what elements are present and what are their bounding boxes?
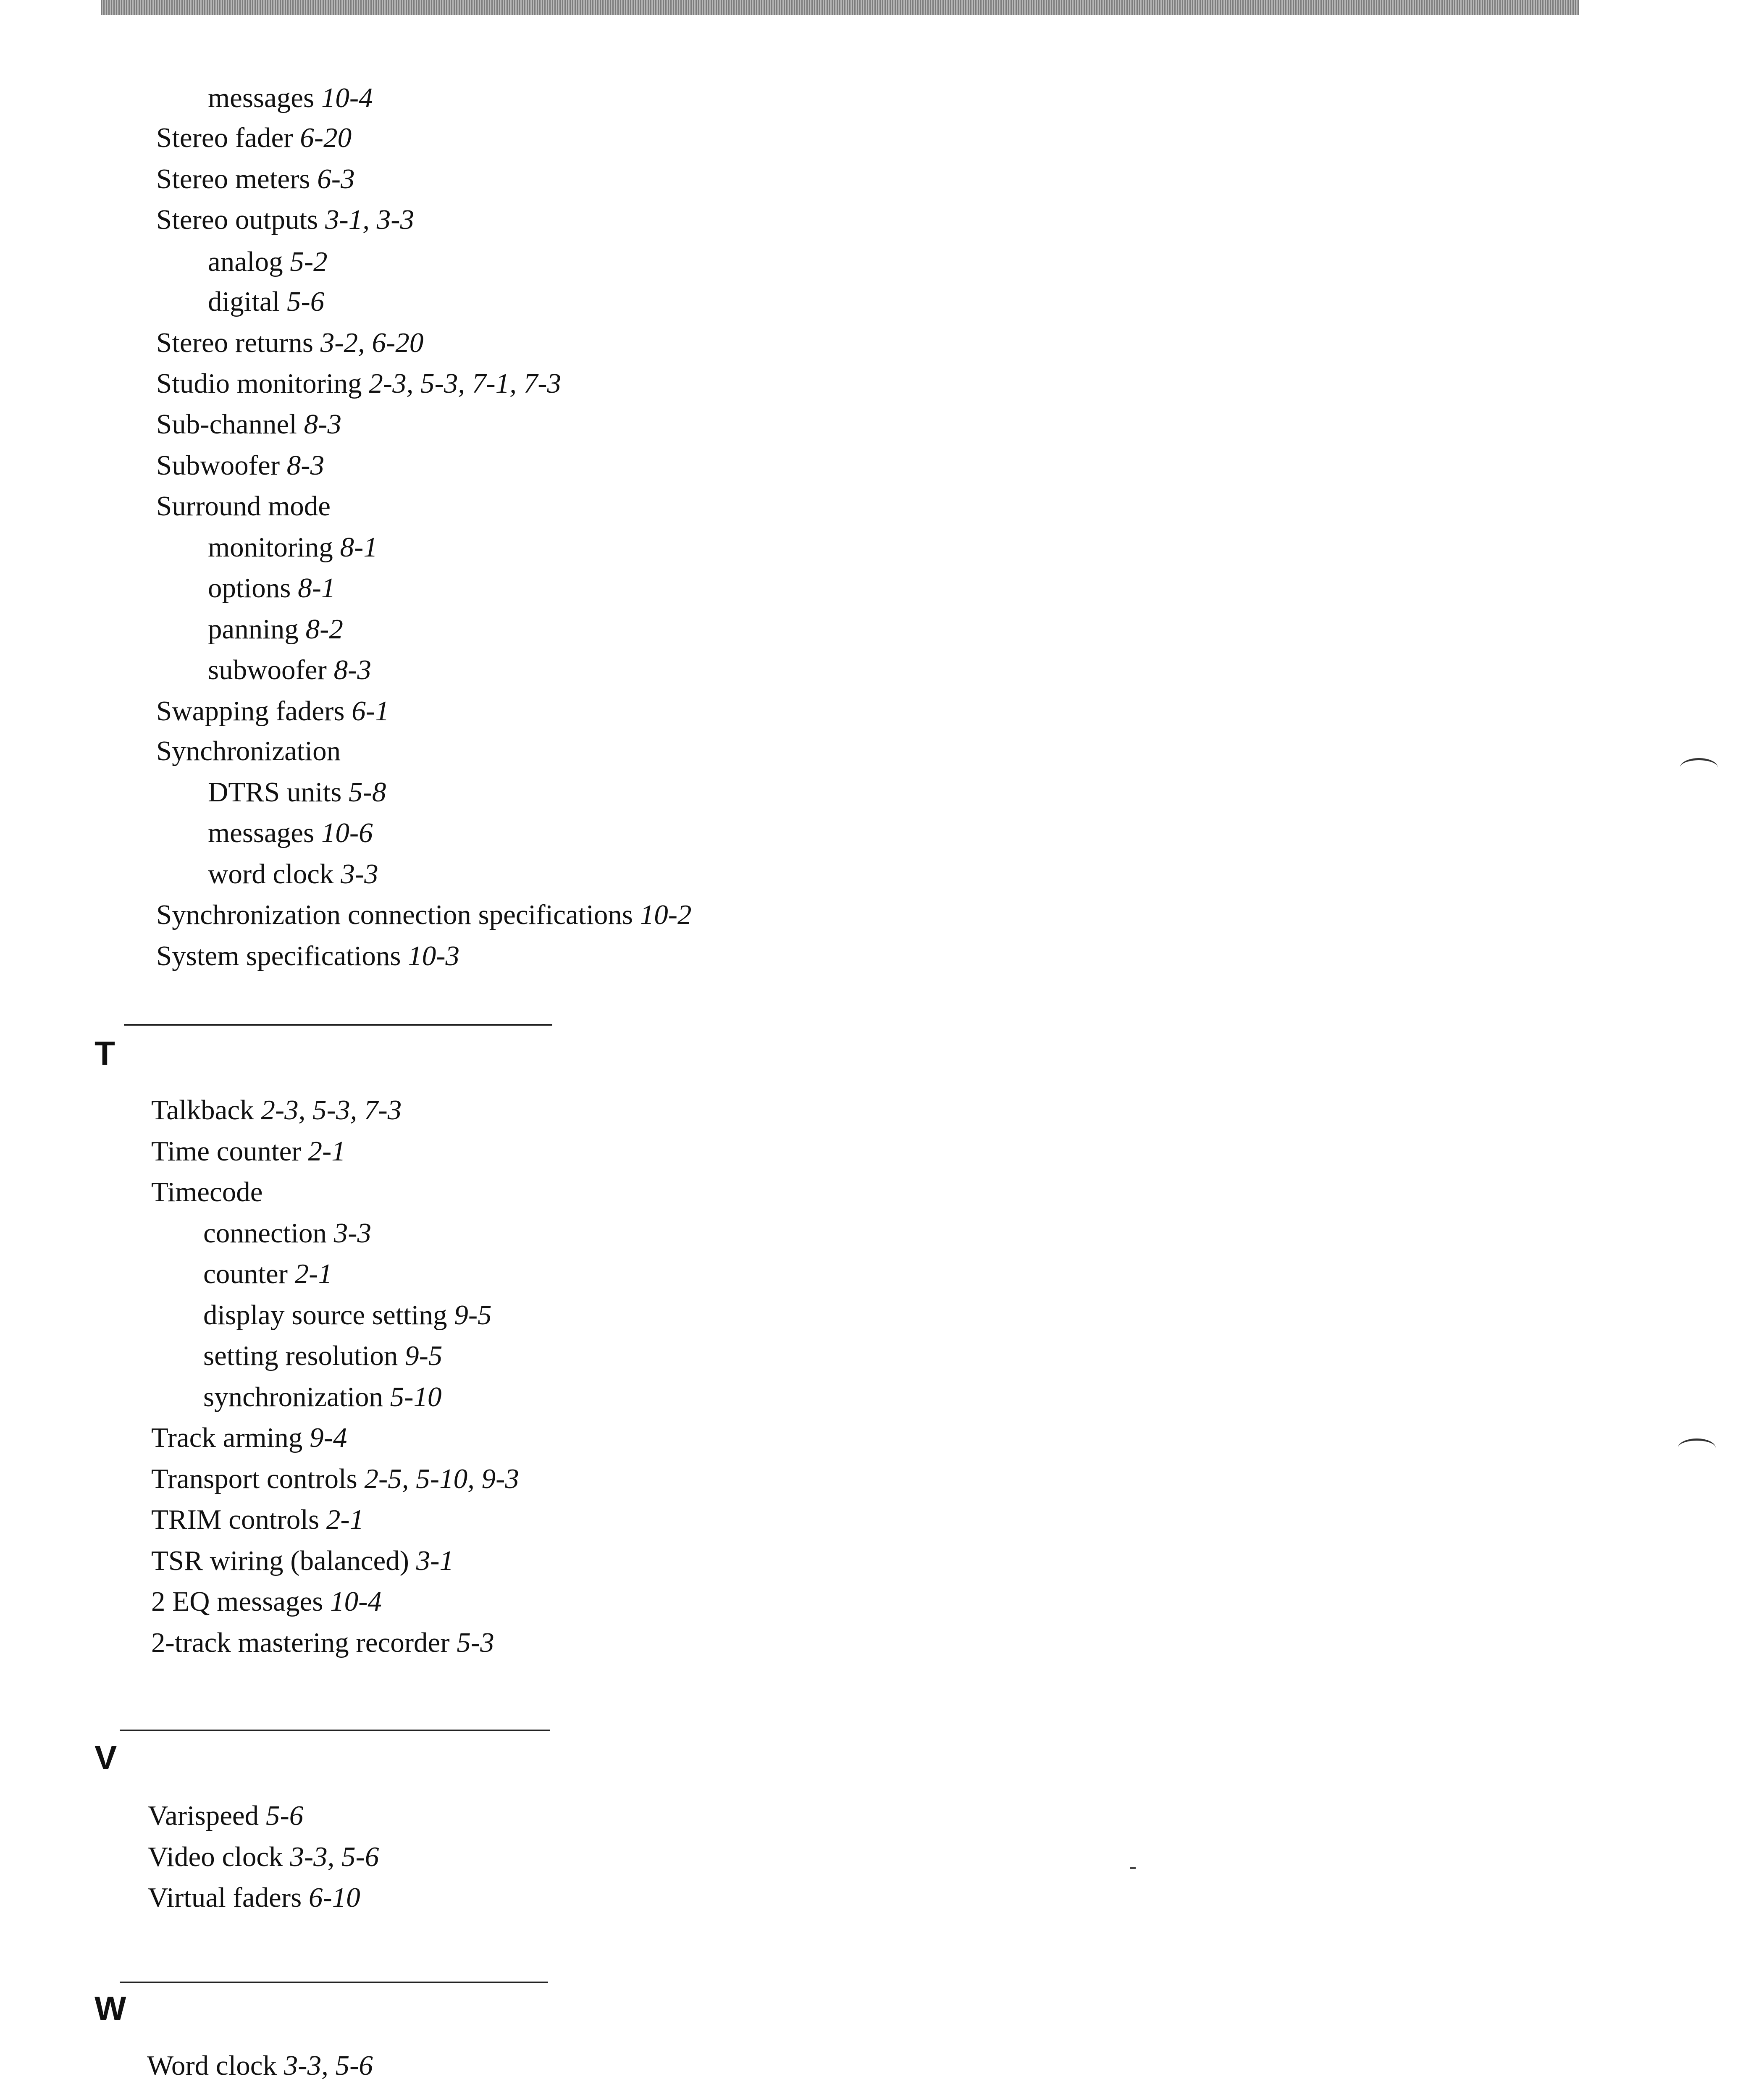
- page-references: 10-4: [330, 1586, 382, 1617]
- index-term: Word clock: [147, 2050, 277, 2081]
- page-references: 8-2: [305, 614, 343, 645]
- page-references: 2-1: [294, 1258, 332, 1289]
- index-subentry: [203, 1219, 371, 1247]
- index-term: Track arming: [151, 1422, 303, 1453]
- index-subentry: [208, 288, 324, 316]
- index-entry: [151, 1547, 454, 1575]
- page-references: 3-3: [333, 1218, 372, 1249]
- index-term: Talkback: [151, 1095, 254, 1126]
- index-entry: [156, 329, 423, 357]
- index-subentry: [208, 860, 378, 888]
- page-references: 9-4: [310, 1422, 347, 1453]
- page-references: 3-1, 3-3: [325, 204, 415, 235]
- index-subentry: [208, 84, 373, 112]
- index-subentry: [203, 1383, 442, 1411]
- index-entry: [148, 1802, 303, 1830]
- page-references: 2-1: [308, 1136, 346, 1167]
- index-entry: [151, 1096, 402, 1124]
- page-references: 10-2: [640, 899, 692, 930]
- index-term: Video clock: [148, 1841, 283, 1872]
- index-entry: [156, 452, 324, 480]
- index-term: panning: [208, 614, 299, 645]
- page-references: 3-3: [341, 858, 378, 890]
- index-term: Timecode: [151, 1176, 263, 1208]
- index-entry: [147, 2052, 373, 2080]
- page-references: 3-1: [416, 1545, 454, 1576]
- index-entry: [148, 1884, 360, 1912]
- section-letter: T: [94, 1034, 115, 1072]
- page-references: 9-5: [454, 1299, 492, 1331]
- index-entry: [156, 124, 352, 152]
- index-entry: [156, 410, 341, 438]
- page-references: 8-1: [298, 572, 336, 604]
- index-term: TRIM controls: [151, 1504, 320, 1535]
- page-references: 2-3, 5-3, 7-1, 7-3: [369, 368, 562, 399]
- index-subentry: [208, 615, 343, 643]
- index-entry: [151, 1629, 494, 1657]
- page-references: 6-1: [352, 696, 389, 727]
- index-subentry: [203, 1260, 332, 1288]
- index-term: Transport controls: [151, 1463, 357, 1494]
- index-term: analog: [208, 246, 283, 277]
- index-subentry: [208, 248, 328, 276]
- page-references: 8-3: [304, 409, 341, 440]
- page-references: 8-3: [333, 654, 371, 685]
- index-entry: [156, 697, 389, 725]
- scan-artifact-mark: [1678, 1438, 1716, 1457]
- index-subentry: [208, 574, 335, 602]
- page-references: 6-20: [300, 122, 352, 153]
- index-term: Stereo returns: [156, 327, 313, 358]
- index-term: display source setting: [203, 1299, 447, 1331]
- index-term: 2-track mastering recorder: [151, 1627, 450, 1658]
- page-references: 9-5: [405, 1340, 443, 1371]
- index-subentry: [208, 819, 373, 847]
- index-term: Synchronization connection specifications: [156, 899, 633, 930]
- page-references: 5-6: [286, 286, 325, 317]
- index-term: Virtual faders: [148, 1882, 302, 1913]
- page-references: 8-1: [340, 532, 378, 563]
- index-subentry: [208, 656, 371, 684]
- section-rule: [120, 1982, 548, 1983]
- index-term: messages: [208, 82, 315, 113]
- page-references: 8-3: [286, 450, 325, 481]
- index-term: options: [208, 572, 291, 604]
- page-references: 6-10: [308, 1882, 360, 1913]
- index-entry: [151, 1506, 364, 1534]
- index-entry: [156, 492, 331, 520]
- index-term: word clock: [208, 858, 334, 890]
- page-references: 10-4: [321, 82, 373, 113]
- index-term: Subwoofer: [156, 450, 280, 481]
- index-subentry: [208, 533, 378, 562]
- index-entry: [156, 737, 341, 765]
- index-entry: [156, 370, 561, 398]
- page-references: 5-8: [349, 777, 386, 808]
- page-references: 5-10: [390, 1381, 442, 1412]
- index-entry: [148, 1843, 379, 1871]
- index-term: synchronization: [203, 1381, 383, 1412]
- index-term: 2 EQ messages: [151, 1586, 323, 1617]
- scan-speck: [1130, 1867, 1136, 1869]
- index-entry: [156, 942, 459, 970]
- index-entry: [156, 206, 414, 234]
- index-entry: [151, 1588, 382, 1616]
- index-entry: [151, 1465, 519, 1493]
- top-scan-bar: [101, 0, 1579, 15]
- index-entry: [151, 1178, 263, 1206]
- index-term: connection: [203, 1218, 327, 1249]
- page-references: 2-1: [326, 1504, 364, 1535]
- index-subentry: [203, 1342, 442, 1370]
- page-references: 6-3: [317, 163, 355, 194]
- section-letter: V: [94, 1739, 117, 1776]
- index-entry: [156, 901, 692, 929]
- page-references: 3-3, 5-6: [284, 2050, 373, 2081]
- index-term: TSR wiring (balanced): [151, 1545, 409, 1576]
- section-letter: W: [94, 1990, 126, 2027]
- index-term: messages: [208, 817, 315, 848]
- page-references: 10-3: [408, 940, 459, 971]
- index-subentry: [208, 778, 386, 806]
- index-term: Varispeed: [148, 1800, 259, 1831]
- index-entry: [156, 165, 355, 193]
- index-term: Sub-channel: [156, 409, 297, 440]
- index-term: digital: [208, 286, 280, 317]
- index-term: subwoofer: [208, 654, 327, 685]
- index-term: Synchronization: [156, 735, 341, 766]
- section-rule: [124, 1024, 552, 1026]
- index-term: System specifications: [156, 940, 401, 971]
- page-references: 10-6: [321, 817, 373, 848]
- index-entry: [151, 1424, 347, 1452]
- index-entry: [151, 1137, 346, 1166]
- index-term: Stereo fader: [156, 122, 293, 153]
- section-rule: [120, 1730, 550, 1731]
- index-term: Swapping faders: [156, 696, 345, 727]
- index-term: Stereo outputs: [156, 204, 318, 235]
- page-references: 2-3, 5-3, 7-3: [261, 1095, 402, 1126]
- page-references: 5-2: [290, 246, 328, 277]
- index-term: DTRS units: [208, 777, 342, 808]
- page-references: 3-2, 6-20: [320, 327, 424, 358]
- index-term: Time counter: [151, 1136, 301, 1167]
- index-term: Studio monitoring: [156, 368, 362, 399]
- scan-artifact-mark: [1680, 758, 1718, 777]
- index-subentry: [203, 1301, 492, 1329]
- index-term: Surround mode: [156, 491, 331, 522]
- index-term: setting resolution: [203, 1340, 398, 1371]
- index-term: Stereo meters: [156, 163, 310, 194]
- page-references: 5-6: [265, 1800, 304, 1831]
- page-references: 5-3: [457, 1627, 494, 1658]
- page-references: 2-5, 5-10, 9-3: [364, 1463, 519, 1494]
- index-term: monitoring: [208, 532, 333, 563]
- index-term: counter: [203, 1258, 288, 1289]
- page-references: 3-3, 5-6: [290, 1841, 379, 1872]
